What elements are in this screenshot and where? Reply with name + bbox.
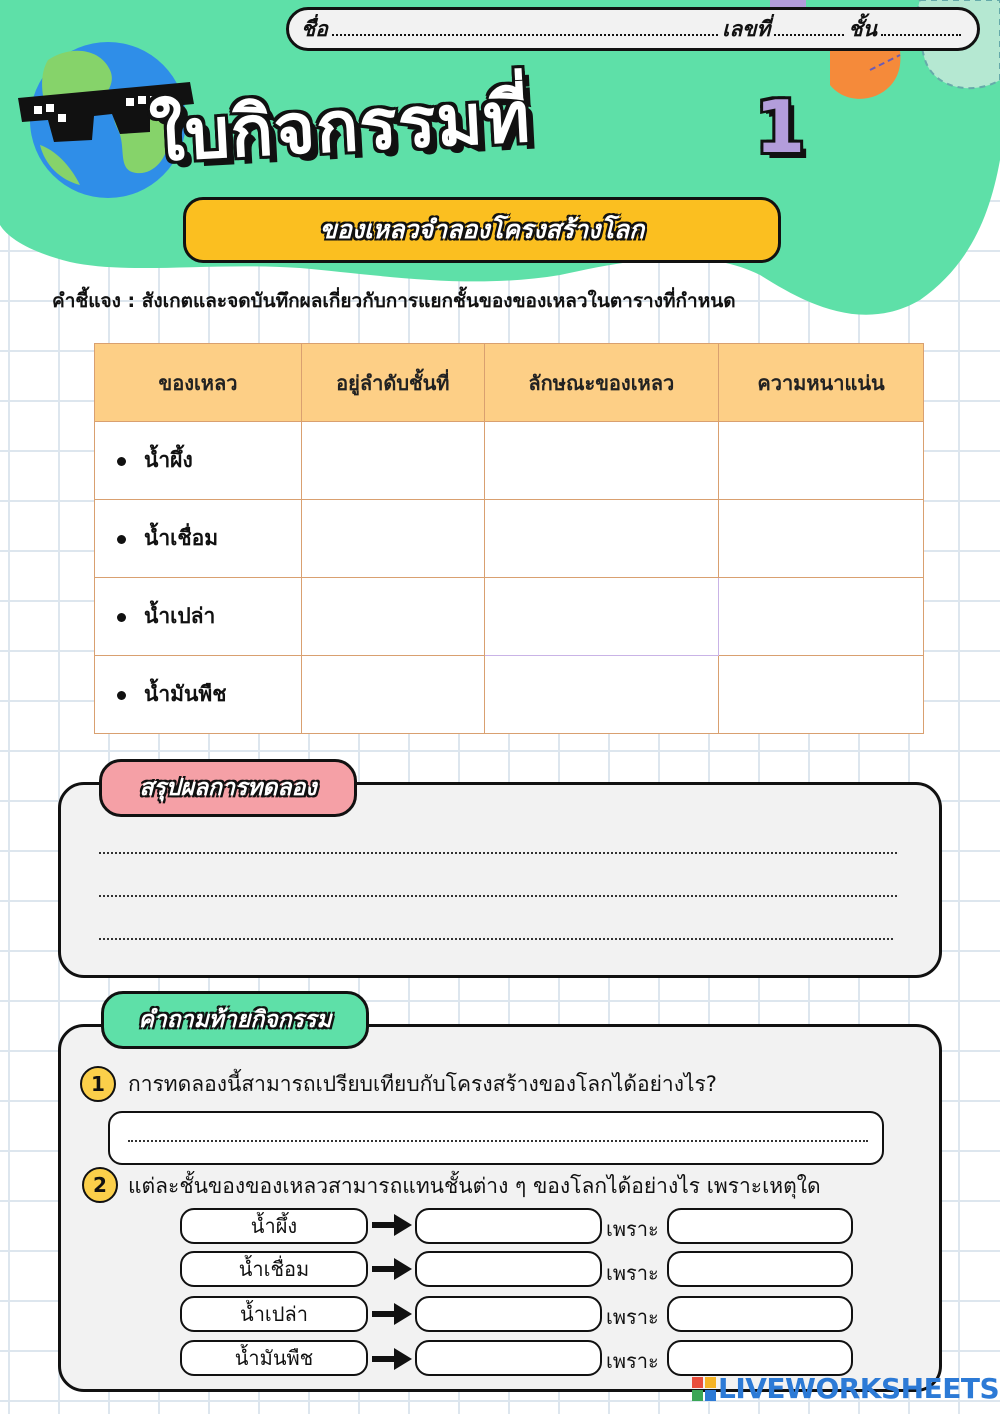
characteristics-input-cell[interactable] [484,500,718,578]
layer-input-cell[interactable] [302,422,485,500]
bullet-icon [117,613,126,622]
layer-answer-box[interactable] [415,1340,602,1376]
bullet-icon [117,457,126,466]
liquid-cell [95,500,302,578]
questions-title-tab [101,991,369,1049]
col-header-layer: อยู่ลำดับชั้นที่ [302,344,485,422]
because-label: เพราะ [606,1349,659,1373]
density-input-cell[interactable] [719,500,924,578]
col-header-liquid: ของเหลว [95,344,302,422]
summary-title-tab [99,759,357,817]
number-label: เลขที่ [722,16,771,41]
liveworksheets-icon [692,1377,716,1401]
subtitle-text: ของเหลวจำลองโครงสร้างโลก [319,215,645,244]
activity-number: 1 [755,85,806,169]
student-info-bar [286,7,980,51]
layer-input-cell[interactable] [302,656,485,734]
reason-answer-box[interactable] [667,1251,853,1287]
col-header-characteristics: ลักษณะของเหลว [484,344,718,422]
question-1-answer-box[interactable] [108,1111,884,1165]
layer-input-cell[interactable] [302,500,485,578]
arrow-right-icon [372,1347,412,1371]
liquid-name: น้ำเชื่อม [144,526,219,550]
characteristics-input-cell[interactable] [484,578,718,656]
instructions-text: คำชี้แจง : สังเกตและจดบันทึกผลเกี่ยวกับการแยกชั้นของของเหลวในตารางที่กำหนด [52,290,736,312]
reason-answer-box[interactable] [667,1340,853,1376]
table-row [95,422,924,500]
question-2-text: แต่ละชั้นของของเหลวสามารถแทนชั้นต่าง ๆ ของโลกได้อย่างไร เพราะเหตุใด [128,1174,821,1198]
class-field[interactable] [881,34,961,36]
question-1-text: การทดลองนี้สามารถเปรียบเทียบกับโครงสร้างของโลกได้อย่างไร? [128,1072,717,1096]
liquid-pill: น้ำเปล่า [180,1296,368,1332]
observation-table [94,343,924,734]
liquid-cell [95,422,302,500]
layer-answer-box[interactable] [415,1251,602,1287]
questions-title: คำถามท้ายกิจกรรม [138,1007,332,1033]
arrow-right-icon [372,1302,412,1326]
summary-title: สรุปผลการทดลอง [139,775,317,801]
liquid-cell [95,656,302,734]
class-label: ชั้น [848,16,877,41]
table-row [95,656,924,734]
because-label: เพราะ [606,1261,659,1285]
reason-answer-box[interactable] [667,1208,853,1244]
density-input-cell[interactable] [719,578,924,656]
liquid-name: น้ำเปล่า [144,604,216,628]
summary-line-2[interactable] [99,895,897,897]
question-1-number: 1 [80,1066,116,1102]
question-2-number: 2 [82,1167,118,1203]
arrow-right-icon [372,1257,412,1281]
page-title: ใบกิจกรรมที่ [148,75,533,178]
brand-logo [692,1372,999,1405]
liquid-name: น้ำมันพืช [144,682,227,706]
subtitle-banner [183,197,781,263]
liquid-pill: น้ำมันพืช [180,1340,368,1376]
because-label: เพราะ [606,1305,659,1329]
name-field[interactable] [332,34,718,36]
bullet-icon [117,691,126,700]
summary-line-1[interactable] [99,852,897,854]
characteristics-input-cell[interactable] [484,422,718,500]
liquid-pill: น้ำผึ้ง [180,1208,368,1244]
question-1-answer-line[interactable] [128,1140,868,1142]
bullet-icon [117,535,126,544]
col-header-density: ความหนาแน่น [719,344,924,422]
liquid-pill: น้ำเชื่อม [180,1251,368,1287]
liquid-cell [95,578,302,656]
characteristics-input-cell[interactable] [484,656,718,734]
layer-input-cell[interactable] [302,578,485,656]
table-header-row [95,344,924,422]
table-row [95,578,924,656]
reason-answer-box[interactable] [667,1296,853,1332]
table-row [95,500,924,578]
number-field[interactable] [774,34,844,36]
arrow-right-icon [372,1213,412,1237]
density-input-cell[interactable] [719,422,924,500]
layer-answer-box[interactable] [415,1208,602,1244]
name-label: ชื่อ [301,16,328,41]
because-label: เพราะ [606,1217,659,1241]
brand-text: LIVEWORKSHEETS [718,1372,1000,1405]
density-input-cell[interactable] [719,656,924,734]
liquid-name: น้ำผึ้ง [144,448,193,472]
layer-answer-box[interactable] [415,1296,602,1332]
summary-line-3[interactable] [99,938,893,940]
